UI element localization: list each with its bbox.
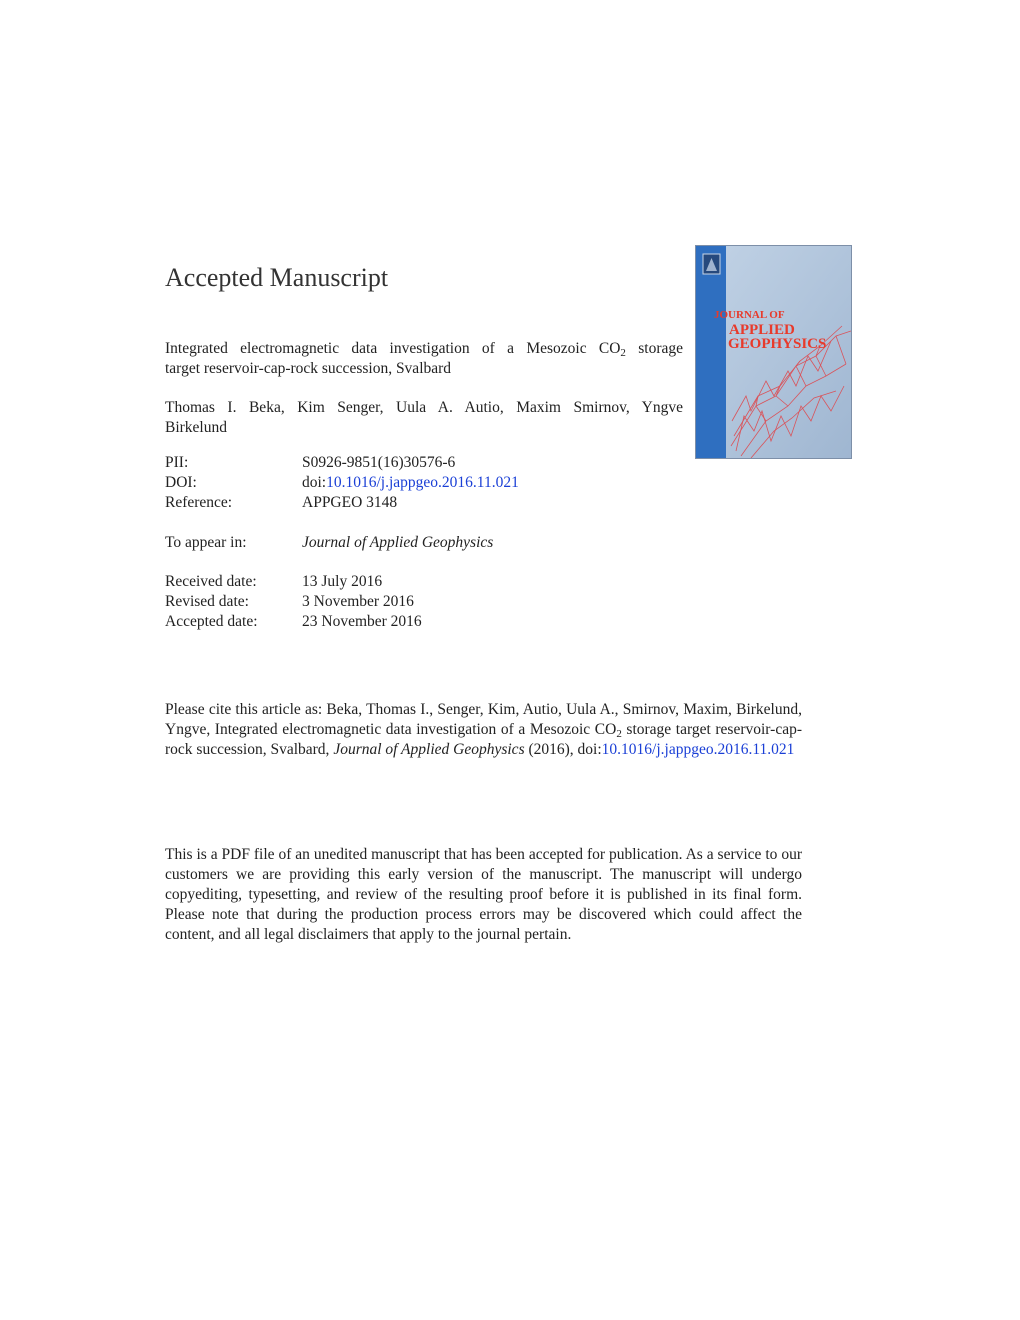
cover-title-line2: APPLIED [729, 322, 795, 338]
journal-cover-art [696, 246, 851, 458]
article-title [165, 339, 683, 379]
pii-row [165, 453, 519, 473]
identifier-block [165, 453, 519, 513]
pii-label: PII: [165, 454, 189, 471]
doi-link[interactable]: 10.1016/j.jappgeo.2016.11.021 [326, 474, 519, 491]
received-label: Received date: [165, 573, 257, 590]
citation-doi-link[interactable]: 10.1016/j.jappgeo.2016.11.021 [601, 741, 795, 758]
appear-value: Journal of Applied Geophysics [302, 534, 494, 551]
journal-cover [695, 245, 852, 459]
appear-label: To appear in: [165, 534, 247, 551]
article-title-line1: Integrated electromagnetic data investigation of a Mesozoic $CO_2$ storage [165, 340, 683, 359]
authors-line2: Birkelund [165, 419, 227, 436]
received-row [165, 572, 422, 592]
article-title-line2: target reservoir-cap-rock succession, Svalbard [165, 360, 452, 377]
reference-label: Reference: [165, 494, 233, 511]
doi-row [165, 473, 519, 493]
doi-value: doi:10.1016/j.jappgeo.2016.11.021 [302, 474, 519, 491]
accepted-value: 23 November 2016 [302, 613, 422, 630]
received-value: 13 July 2016 [302, 573, 383, 590]
disclaimer-paragraph: This is a PDF file of an unedited manuscript that has been accepted for publication. As a service to our customers we are providing this early version of the manuscript. The manuscript will undergo copyediting, typesetting, and review of the resulting proof before it is published in its final form. Please note that during the production process errors may be discovered which could affect the content, and all legal disclaimers that apply to the journal pertain. [165, 846, 802, 943]
revised-value: 3 November 2016 [302, 593, 414, 610]
authors-line1: Thomas I. Beka, Kim Senger, Uula A. Autio, Maxim Smirnov, Yngve [165, 399, 683, 416]
citation-journal: Journal of Applied Geophysics [333, 741, 525, 758]
page-heading: Accepted Manuscript [165, 263, 389, 292]
cover-title-line3: GEOPHYSICS [728, 336, 827, 352]
appear-block [165, 533, 493, 553]
revised-row [165, 592, 422, 612]
reference-value: APPGEO 3148 [302, 494, 398, 511]
article-authors [165, 398, 683, 438]
appear-row [165, 533, 493, 553]
cover-side-band [696, 246, 726, 458]
citation-paragraph: Please cite this article as: Beka, Thomas I., Senger, Kim, Autio, Uula A., Smirnov, Maxim, Birkelund, Yngve, Integrated electromagnetic data investigation of a Mesozoic $CO_2$ storage target reservoir-cap-rock succession, Svalbard, Journal of Applied Geophysics (2016), doi:10.1016/j.jappgeo.2016.11.021 [165, 701, 802, 758]
reference-row [165, 493, 519, 513]
cover-title-line1: JOURNAL OF [714, 309, 785, 321]
accepted-row [165, 612, 422, 632]
accepted-label: Accepted date: [165, 613, 258, 630]
revised-label: Revised date: [165, 593, 249, 610]
doi-label: DOI: [165, 474, 197, 491]
pii-value: S0926-9851(16)30576-6 [302, 454, 456, 471]
dates-block [165, 572, 422, 632]
